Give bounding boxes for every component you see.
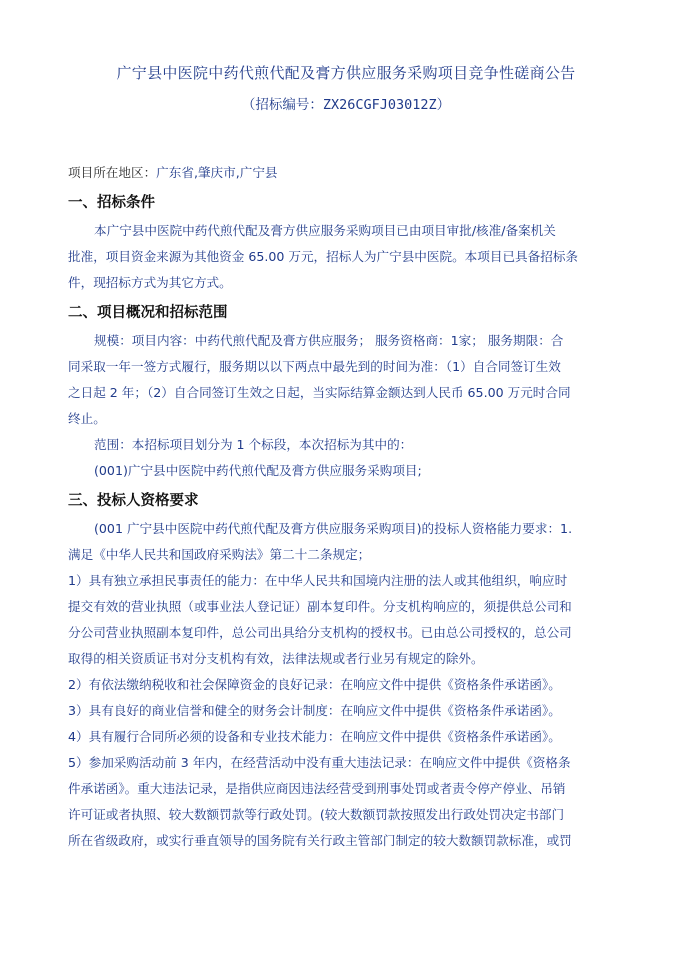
paragraph-line: 规模：项目内容：中药代煎代配及膏方供应服务； 服务资格商：1家； 服务期限：合 <box>94 333 564 348</box>
section-heading-conditions: 一、招标条件 <box>68 195 155 211</box>
paragraph-line: 2）有依法缴纳税收和社会保障资金的良好记录：在响应文件中提供《资格条件承诺函》。 <box>68 677 561 692</box>
tender-number: （招标编号：ZX26CGFJ03012Z） <box>241 97 451 113</box>
paragraph-line: 件承诺函》。重大违法记录，是指供应商因违法经营受到刑事处罚或者责令停产停业、吊销 <box>68 781 566 796</box>
paragraph-line: 满足《中华人民共和国政府采购法》第二十二条规定； <box>68 547 371 562</box>
paragraph-line: 本广宁县中医院中药代煎代配及膏方供应服务采购项目已由项目审批/核准/备案机关 <box>94 223 556 238</box>
location-value: 广东省,肇庆市,广宁县 <box>156 165 278 180</box>
paragraph-line: 1）具有独立承担民事责任的能力：在中华人民共和国境内注册的法人或其他组织，响应时 <box>68 573 568 588</box>
project-location <box>68 160 604 186</box>
paragraph-line: 分公司营业执照副本复印件，总公司出具给分支机构的授权书。已由总公司授权的，总公司 <box>68 625 572 640</box>
paragraph-line: 批准，项目资金来源为其他资金 65.00 万元，招标人为广宁县中医院。本项目已具备招标条 <box>68 249 579 264</box>
paragraph-line: 3）具有良好的商业信誉和健全的财务会计制度：在响应文件中提供《资格条件承诺函》。 <box>68 703 561 718</box>
paragraph-line: 同采取一年一签方式履行，服务期以以下两点中最先到的时间为准：（1）自合同签订生效 <box>68 359 561 374</box>
page-title: 广宁县中医院中药代煎代配及膏方供应服务采购项目竞争性磋商公告 <box>116 64 576 82</box>
paragraph-line: 许可证或者执照、较大数额罚款等行政处罚。(较大数额罚款按照发出行政处罚决定书部门 <box>68 807 565 822</box>
paragraph-line: 所在省级政府，或实行垂直领导的国务院有关行政主管部门制定的较大数额罚款标准，或罚 <box>68 833 572 848</box>
section-heading-overview: 二、项目概况和招标范围 <box>68 305 228 321</box>
paragraph-line: 提交有效的营业执照（或事业法人登记证）副本复印件。分支机构响应的，须提供总公司和 <box>68 599 572 614</box>
announcement-body <box>68 160 604 854</box>
paragraph-line: 终止。 <box>68 411 106 426</box>
paragraph-line: 取得的相关资质证书对分支机构有效，法律法规或者行业另有规定的除外。 <box>68 651 484 666</box>
paragraph-line: 5）参加采购活动前 3 年内，在经营活动中没有重大违法记录：在响应文件中提供《资格条 <box>68 755 571 770</box>
location-label: 项目所在地区： <box>68 165 157 180</box>
paragraph-line: 4）具有履行合同所必须的设备和专业技术能力：在响应文件中提供《资格条件承诺函》。 <box>68 729 561 744</box>
paragraph-line: (001 广宁县中医院中药代煎代配及膏方供应服务采购项目)的投标人资格能力要求：1. <box>94 521 573 536</box>
section-heading-qualifications: 三、投标人资格要求 <box>68 493 199 509</box>
paragraph-line: 件，现招标方式为其它方式。 <box>68 275 232 290</box>
paragraph-line: 之日起 2 年；（2）自合同签订生效之日起，当实际结算金额达到人民币 65.00 万元时合同 <box>68 385 571 400</box>
paragraph-line: 范围：本招标项目划分为 1 个标段，本次招标为其中的： <box>94 437 413 452</box>
paragraph-line: (001)广宁县中医院中药代煎代配及膏方供应服务采购项目; <box>94 463 422 478</box>
